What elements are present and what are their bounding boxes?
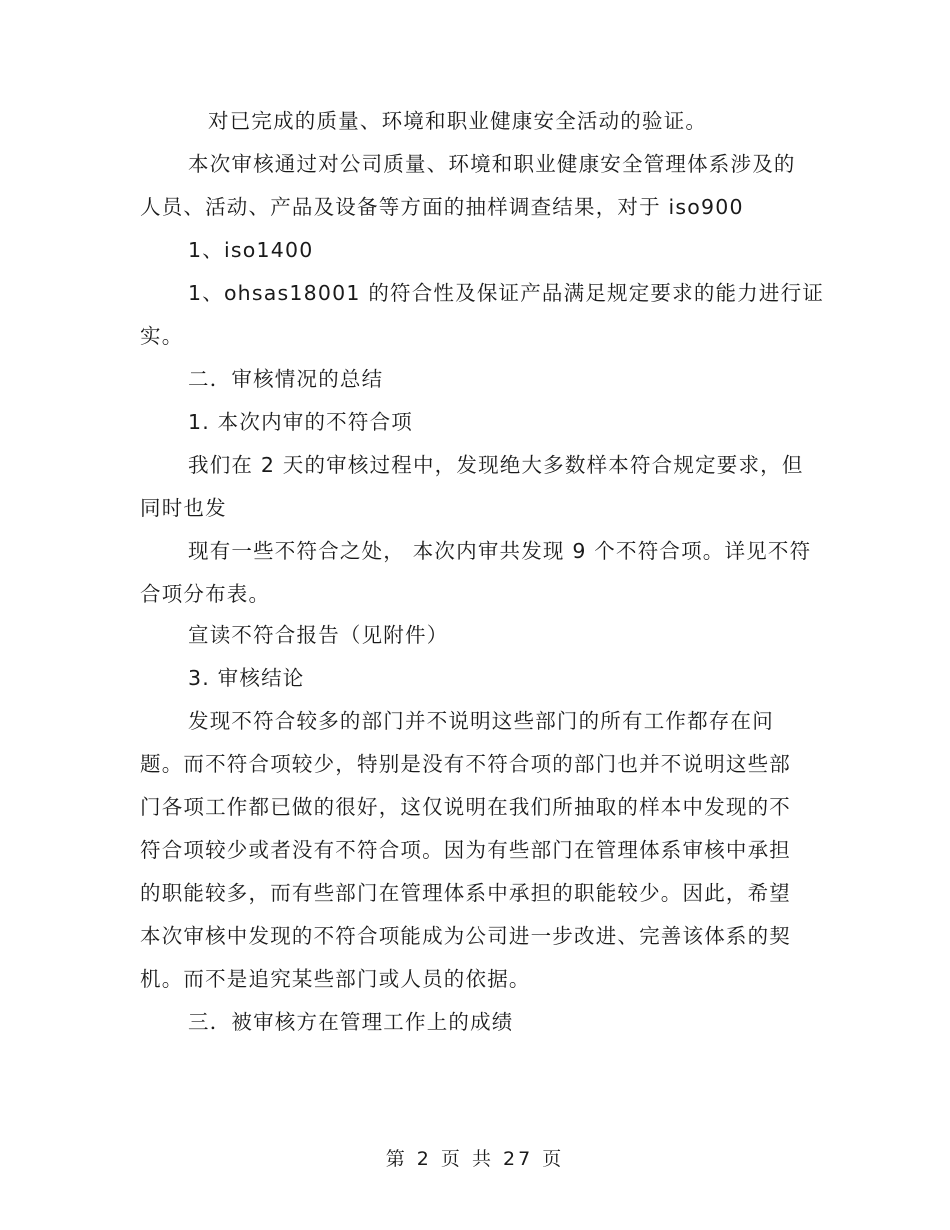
paragraph-line: 对已完成的质量、环境和职业健康安全活动的验证。 xyxy=(208,109,708,133)
paragraph-line: 题。而不符合项较少，特别是没有不符合项的部门也并不说明这些部 xyxy=(140,752,791,776)
paragraph-line: 本次审核通过对公司质量、环境和职业健康安全管理体系涉及的 xyxy=(188,152,796,176)
paragraph-line: 机。而不是追究某些部门或人员的依据。 xyxy=(140,967,531,991)
subsection-heading: 1. 本次内审的不符合项 xyxy=(188,410,413,434)
paragraph-line: 同时也发 xyxy=(140,496,227,520)
paragraph-line: 门各项工作都已做的很好，这仅说明在我们所抽取的样本中发现的不 xyxy=(140,795,791,819)
paragraph-line: 合项分布表。 xyxy=(140,582,271,606)
paragraph-line: 本次审核中发现的不符合项能成为公司进一步改进、完善该体系的契 xyxy=(140,924,791,948)
paragraph-line: 1、ohsas18001 的符合性及保证产品满足规定要求的能力进行证 xyxy=(188,281,825,305)
paragraph-line: 实。 xyxy=(140,324,184,348)
page-number-footer: 第 2 页 共 27 页 xyxy=(385,1148,565,1170)
subsection-heading: 3. 审核结论 xyxy=(188,666,305,690)
paragraph-line: 现有一些不符合之处， 本次内审共发现 9 个不符合项。详见不符 xyxy=(188,539,812,563)
section-heading: 三．被审核方在管理工作上的成绩 xyxy=(188,1010,514,1034)
paragraph-line: 宣读不符合报告（见附件） xyxy=(188,623,449,647)
paragraph-line: 符合项较少或者没有不符合项。因为有些部门在管理体系审核中承担 xyxy=(140,838,791,862)
section-heading: 二．审核情况的总结 xyxy=(188,367,384,391)
paragraph-line: 的职能较多，而有些部门在管理体系中承担的职能较少。因此，希望 xyxy=(140,881,791,905)
paragraph-line: 1、iso1400 xyxy=(188,238,314,262)
paragraph-line: 发现不符合较多的部门并不说明这些部门的所有工作都存在问 xyxy=(188,709,774,733)
paragraph-line: 人员、活动、产品及设备等方面的抽样调查结果，对于 iso900 xyxy=(140,195,744,219)
paragraph-line: 我们在 2 天的审核过程中，发现绝大多数样本符合规定要求，但 xyxy=(188,453,804,477)
